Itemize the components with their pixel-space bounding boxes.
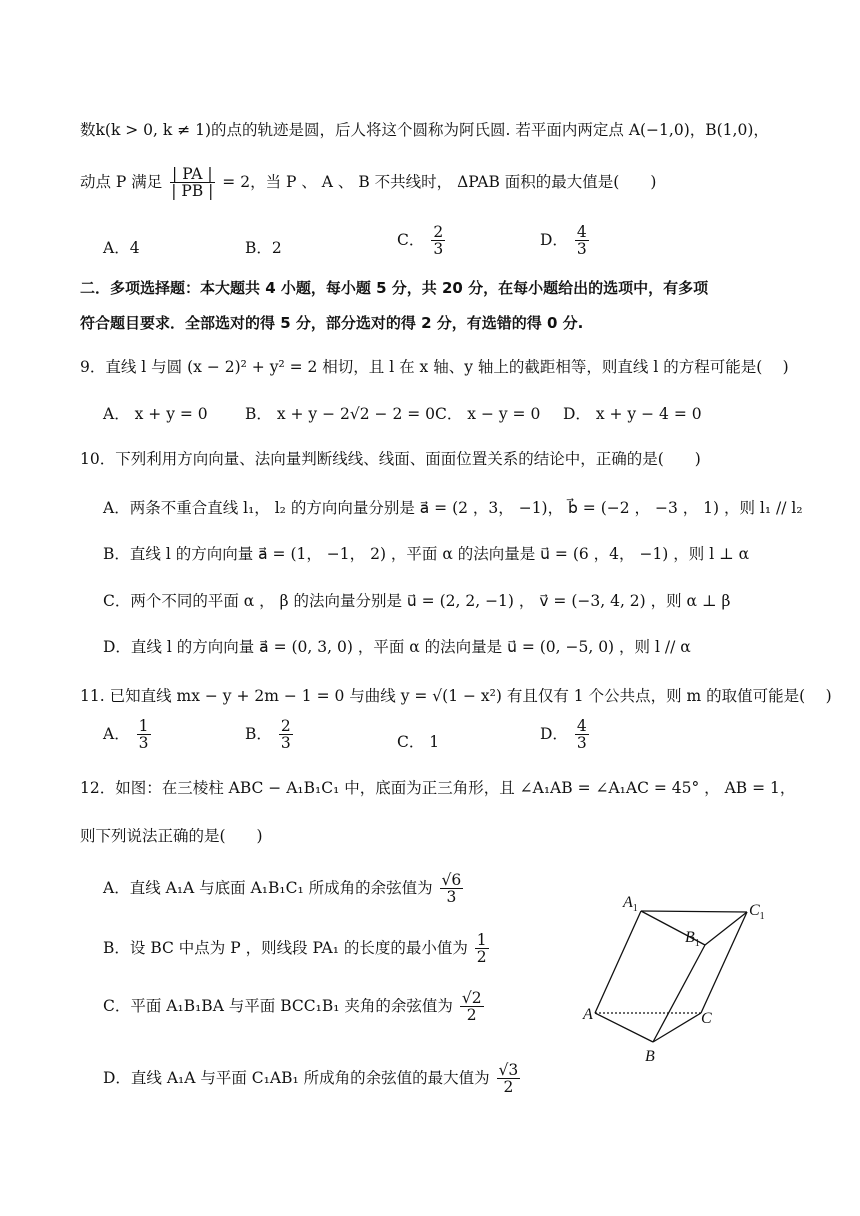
q8-option-a[interactable]: A．4 [103,239,140,257]
q8-option-c[interactable] [397,224,447,258]
q8-ratio-numerator: | PA | [172,165,213,183]
q8-option-c-fraction [431,224,445,258]
edge-B1-C1 [705,912,747,945]
q8-option-c-den: 3 [433,240,444,259]
q11-option-c[interactable]: C． 1 [397,733,440,751]
q11-option-a[interactable] [103,718,153,752]
q11-option-b-num: 2 [280,717,291,735]
q11-option-b-fraction [279,718,293,752]
section2-heading-line1: 二．多项选择题：本大题共 4 小题，每小题 5 分，共 20 分，在每小题给出的选项中，有多项 [80,279,709,297]
q12-option-c-text: C．平面 A₁B₁BA 与平面 BCC₁B₁ 夹角的余弦值为 [103,996,453,1015]
q11-option-a-label: A． [103,724,130,743]
q10-option-b[interactable]: B．直线 l 的方向向量 a⃗ = (1， −1， 2) ，平面 α 的法向量是 u⃗ = (6 ，4， −1) ，则 l ⊥ α [103,545,750,563]
q9-option-c[interactable]: C． x − y = 0 [435,405,541,423]
q12-option-c-num: √2 [461,989,482,1007]
q12-option-b[interactable] [103,932,491,966]
q8-line1: 数k(k > 0, k ≠ 1)的点的轨迹是圆，后人将这个圆称为阿氏圆. 若平面内两定点 A(−1,0)，B(1,0)， [80,121,769,139]
q12-option-d-text: D．直线 A₁A 与平面 C₁AB₁ 所成角的余弦值的最大值为 [103,1068,490,1087]
q10-option-d[interactable]: D．直线 l 的方向向量 a⃗ = (0, 3, 0) ，平面 α 的法向量是 u⃗ = (0, −5, 0) ，则 l // α [103,638,691,656]
label-A: A [583,1006,593,1023]
q12-option-d-den: 2 [503,1078,514,1097]
q8-option-d-num: 4 [576,223,587,241]
q8-option-d-den: 3 [576,240,587,259]
q12-option-d-fraction [497,1062,521,1096]
q8-option-c-label: C． [397,230,425,249]
label-B1: $B_1$ [685,929,700,949]
q8-line2-post: = 2，当 P 、 A 、 B 不共线时， ΔPAB 面积的最大值是( ) [222,172,657,191]
q11-option-a-fraction [137,718,151,752]
label-C1: $C_1$ [749,902,765,922]
q12-option-b-num: 1 [476,931,487,949]
q11-option-d-fraction [575,718,589,752]
q12-option-a-fraction [440,872,464,906]
q11-option-d[interactable] [540,718,591,752]
q8-option-d-fraction [575,224,589,258]
q9-option-b[interactable]: B． x + y − 2√2 − 2 = 0 [245,405,436,423]
q11-option-d-den: 3 [576,734,587,753]
q12-option-a-den: 3 [446,888,457,907]
q11-option-d-label: D． [540,724,568,743]
edge-A-B [595,1013,653,1042]
q9-option-d[interactable]: D． x + y − 4 = 0 [563,405,702,423]
q8-ratio-fraction [169,166,215,200]
q12-option-c[interactable] [103,990,486,1024]
q12-option-d[interactable] [103,1062,522,1096]
edge-A1-C1 [641,911,747,912]
q8-option-d-label: D． [540,230,568,249]
q11-option-b-den: 3 [280,734,291,753]
q12-option-a-text: A．直线 A₁A 与底面 A₁B₁C₁ 所成角的余弦值为 [103,878,433,897]
label-A1: $A_1$ [623,894,638,914]
q12-option-b-fraction [475,932,489,966]
q12-option-a[interactable] [103,872,465,906]
section2-heading-line2: 符合题目要求．全部选对的得 5 分，部分选对的得 2 分，有选错的得 0 分. [80,314,584,332]
q11-option-d-num: 4 [576,717,587,735]
edge-B1-B [653,945,705,1042]
q11-option-b-label: B． [245,724,272,743]
q11-option-b[interactable] [245,718,295,752]
q11-option-a-den: 3 [138,734,149,753]
label-C: C [701,1010,712,1027]
edge-C1-C [701,912,747,1013]
q11-option-a-num: 1 [138,717,149,735]
q8-line2-pre: 动点 P 满足 [80,172,163,191]
prism-figure [575,885,785,1070]
q12-option-b-den: 2 [476,948,487,967]
q8-ratio-denominator: | PB | [171,182,214,201]
q8-option-b[interactable]: B．2 [245,239,282,257]
q9-option-a[interactable]: A． x + y = 0 [103,405,208,423]
q10-stem: 10．下列利用方向向量、法向量判断线线、线面、面面位置关系的结论中，正确的是( ) [80,450,701,468]
q12-option-d-num: √3 [498,1061,519,1079]
label-B: B [645,1048,655,1065]
q8-option-c-num: 2 [433,223,444,241]
q12-option-c-den: 2 [466,1006,477,1025]
edge-A1-A [595,911,641,1013]
q10-option-c[interactable]: C．两个不同的平面 α ， β 的法向量分别是 u⃗ = (2, 2, −1) ， v⃗ = (−3, 4, 2) ，则 α ⊥ β [103,592,731,610]
q8-line2 [80,166,656,200]
q11-stem: 11. 已知直线 mx − y + 2m − 1 = 0 与曲线 y = √(1 − x²) 有且仅有 1 个公共点，则 m 的取值可能是( ) [80,687,832,705]
q12-option-b-text: B．设 BC 中点为 P ，则线段 PA₁ 的长度的最小值为 [103,938,468,957]
q12-line2: 则下列说法正确的是( ) [80,827,263,845]
q8-option-d[interactable] [540,224,591,258]
q12-option-c-fraction [460,990,484,1024]
q12-option-a-num: √6 [441,871,462,889]
q10-option-a[interactable]: A．两条不重合直线 l₁， l₂ 的方向向量分别是 a⃗ = (2 ，3， −1)， b⃗ = (−2 ， −3 ， 1) ，则 l₁ // l₂ [103,499,803,517]
q9-stem: 9．直线 l 与圆 (x − 2)² + y² = 2 相切，且 l 在 x 轴、y 轴上的截距相等，则直线 l 的方程可能是( ) [80,358,789,376]
q12-line1: 12．如图：在三棱柱 ABC − A₁B₁C₁ 中，底面为正三角形，且 ∠A₁AB = ∠A₁AC = 45° ， AB = 1， [80,779,796,797]
